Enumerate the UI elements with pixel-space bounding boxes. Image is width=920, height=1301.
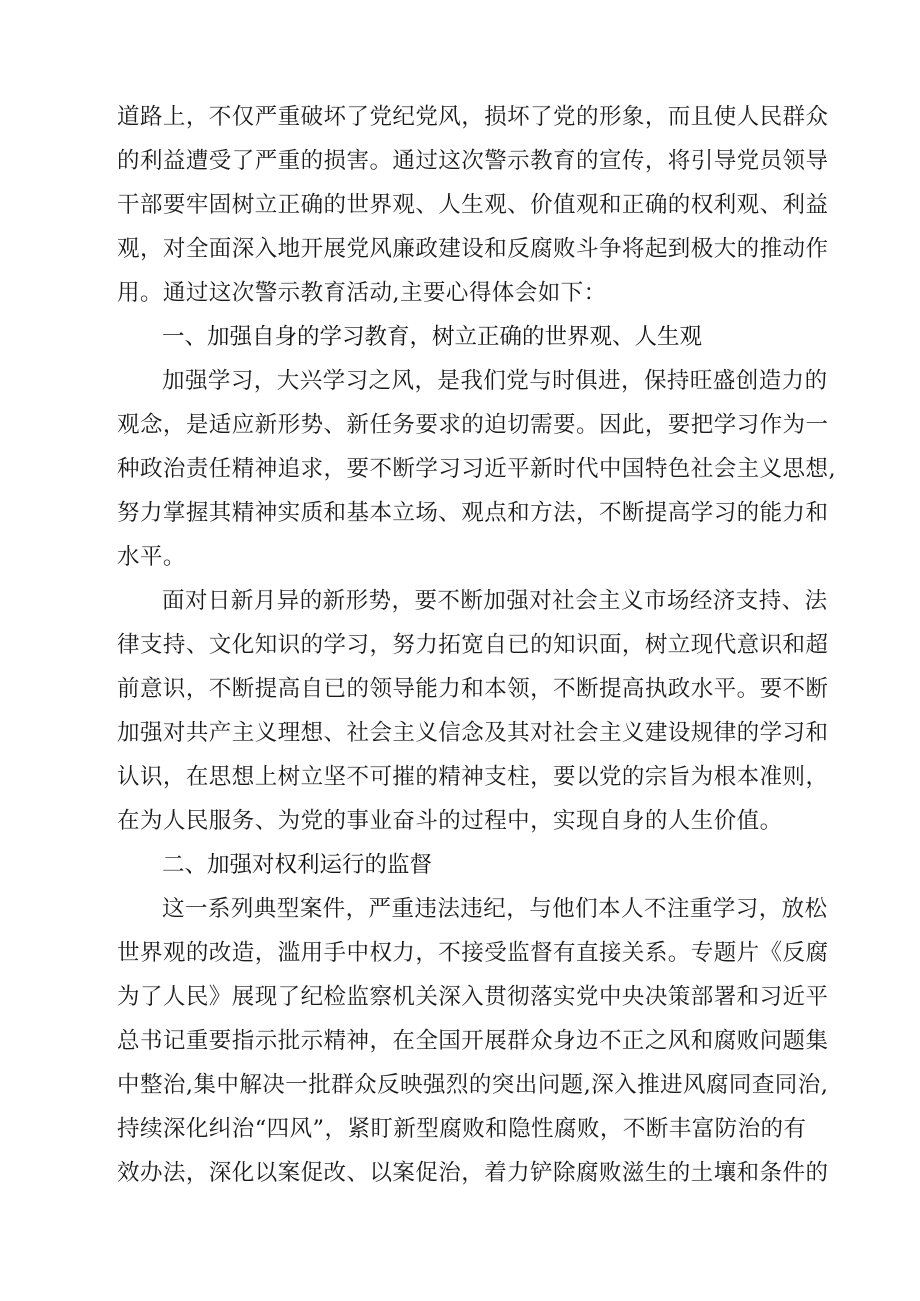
body-line: 效办法，深化以案促改、以案促治，着力铲除腐败滋生的土壤和条件的 [117,1160,829,1186]
body-line: 世界观的改造，滥用手中权力，不接受监督有直接关系。专题片《反腐 [117,940,829,966]
body-line: 律支持、文化知识的学习，努力拓宽自已的知识面，树立现代意识和超 [117,632,829,658]
body-line: 总书记重要指示批示精神，在全国开展群众身边不正之风和腐败问题集 [117,1028,829,1054]
body-line: 观，对全面深入地开展党风廉政建设和反腐败斗争将起到极大的推动作 [117,236,829,262]
body-line: 持续深化纠治“四风”，紧盯新型腐败和隐性腐败，不断丰富防治的有 [117,1116,807,1142]
body-line: 道路上，不仅严重破坏了党纪党风，损坏了党的形象，而且使人民群众 [117,104,829,130]
body-line: 加强学习，大兴学习之风，是我们党与时俱进，保持旺盛创造力的 [162,368,828,394]
section-heading: 一、加强自身的学习教育，树立正确的世界观、人生观 [162,324,703,350]
body-line: 干部要牢固树立正确的世界观、人生观、价值观和正确的权利观、利益 [117,192,829,218]
body-line: 用。通过这次警示教育活动,主要心得体会如下： [117,280,607,306]
body-line: 水平。 [117,544,186,570]
body-line: 加强对共产主义理想、社会主义信念及其对社会主义建设规律的学习和 [117,720,829,746]
body-line: 观念，是适应新形势、新任务要求的迫切需要。因此，要把学习作为一 [117,412,829,438]
body-line: 在为人民服务、为党的事业奋斗的过程中，实现自身的人生价值。 [117,808,783,834]
section-heading: 二、加强对权利运行的监督 [162,852,433,878]
body-line: 中整治,集中解决一批群众反映强烈的突出问题,深入推进风腐同查同治, [117,1072,829,1098]
body-line: 认识，在思想上树立坚不可摧的精神支柱，要以党的宗旨为根本准则， [117,764,829,790]
body-line: 为了人民》展现了纪检监察机关深入贯彻落实党中央决策部署和习近平 [117,984,829,1010]
body-line: 前意识，不断提高自已的领导能力和本领，不断提高执政水平。要不断 [117,676,829,702]
body-line: 努力掌握其精神实质和基本立场、观点和方法，不断提高学习的能力和 [117,500,829,526]
body-line: 这一系列典型案件，严重违法违纪，与他们本人不注重学习，放松 [162,896,828,922]
body-line: 面对日新月异的新形势，要不断加强对社会主义市场经济支持、法 [162,588,828,614]
body-line: 的利益遭受了严重的损害。通过这次警示教育的宣传，将引导党员领导 [117,148,829,174]
body-line: 种政治责任精神追求，要不断学习习近平新时代中国特色社会主义思想, [117,456,837,482]
